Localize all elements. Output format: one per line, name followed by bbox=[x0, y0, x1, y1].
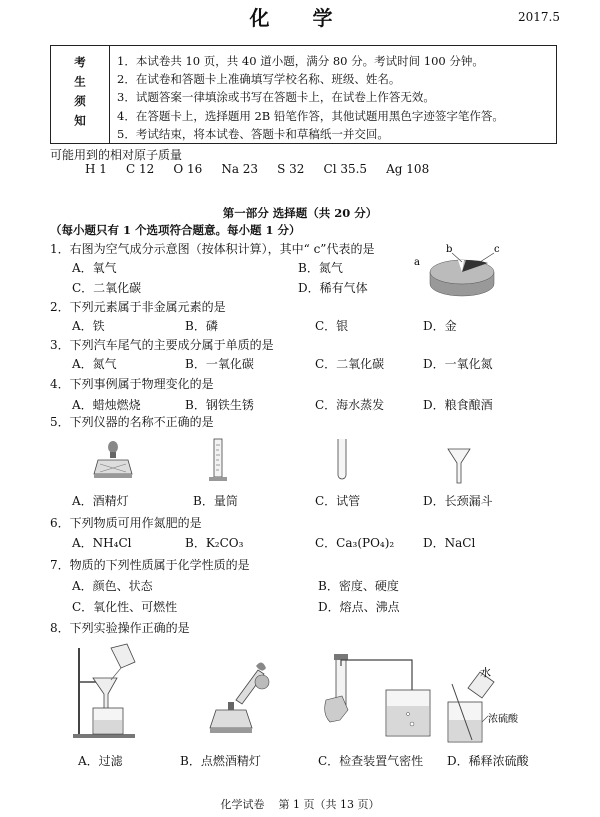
atomic-mass-heading: 可能用到的相对原子质量 bbox=[50, 148, 183, 162]
notice-box bbox=[50, 45, 557, 144]
q2-option-c: C．银 bbox=[315, 319, 349, 333]
notice-item: 5．考试结束，将本试卷、答题卡和草稿纸一并交回。 bbox=[117, 126, 389, 141]
q2-option-d: D．金 bbox=[423, 319, 457, 333]
q4-option-c: C．海水蒸发 bbox=[315, 398, 385, 412]
funnel-icon bbox=[446, 447, 472, 485]
q7-option-d: D．熔点、沸点 bbox=[318, 600, 400, 614]
q7-option-c: C．氧化性、可燃性 bbox=[72, 600, 178, 614]
q7-option-a: A．颜色、状态 bbox=[72, 579, 153, 593]
q8-stem: 8．下列实验操作正确的是 bbox=[50, 621, 190, 635]
graduated-cylinder-icon bbox=[206, 437, 230, 485]
notice-item: 4．在答题卡上，选择题用 2B 铅笔作答，其他试题用黑色字迹签字笔作答。 bbox=[117, 108, 504, 123]
test-tube-icon bbox=[334, 437, 350, 483]
water-label: 水 bbox=[480, 666, 491, 679]
pie-label-c: c bbox=[494, 244, 500, 255]
q3-option-d: D．一氧化氮 bbox=[423, 357, 493, 371]
q1-option-b: B．氮气 bbox=[298, 261, 343, 275]
q5-stem: 5．下列仪器的名称不正确的是 bbox=[50, 415, 214, 429]
q4-option-d: D．粮食酿酒 bbox=[423, 398, 493, 412]
notice-label: 考生须知 bbox=[73, 55, 87, 134]
acid-label: 浓硫酸 bbox=[488, 714, 518, 725]
notice-item: 1．本试卷共 10 页，共 40 道小题，满分 80 分。考试时间 100 分钟。 bbox=[117, 54, 484, 68]
part1-title: 第一部分 选择题（共 20 分） bbox=[222, 206, 378, 220]
q6-option-d: D．NaCl bbox=[423, 536, 476, 550]
q5-option-a: A．酒精灯 bbox=[72, 494, 129, 508]
q6-option-b: B．K₂CO₃ bbox=[185, 536, 244, 550]
lighting-alcohol-lamp-figure bbox=[196, 660, 276, 742]
alcohol-lamp-icon bbox=[88, 438, 138, 484]
airtightness-check-figure bbox=[322, 650, 440, 742]
q1-option-c: C．二氧化碳 bbox=[72, 281, 142, 295]
atomic-mass-values: H 1 C 12 O 16 Na 23 S 32 Cl 35.5 Ag 108 bbox=[85, 162, 430, 176]
diluting-sulfuric-acid-figure bbox=[444, 664, 554, 744]
q3-option-b: B．一氧化碳 bbox=[185, 357, 254, 371]
q6-option-c: C．Ca₃(PO₄)₂ bbox=[315, 536, 395, 550]
exam-date: 2017.5 bbox=[518, 10, 560, 24]
page-title: 化 学 bbox=[249, 6, 351, 30]
part1-note: （每小题只有 1 个选项符合题意。每小题 1 分） bbox=[50, 223, 301, 237]
page-footer: 化学试卷 第 1 页（共 13 页） bbox=[220, 798, 380, 811]
q8-option-b: B．点燃酒精灯 bbox=[180, 754, 261, 768]
q3-option-c: C．二氧化碳 bbox=[315, 357, 385, 371]
q3-option-a: A．氮气 bbox=[72, 357, 117, 371]
pie-label-b: b bbox=[446, 244, 453, 255]
q7-option-b: B．密度、硬度 bbox=[318, 579, 399, 593]
q1-option-d: D．稀有气体 bbox=[298, 281, 368, 295]
q2-stem: 2．下列元素属于非金属元素的是 bbox=[50, 300, 226, 314]
notice-item: 2．在试卷和答题卡上准确填写学校名称、班级、姓名。 bbox=[117, 72, 401, 87]
air-composition-pie-figure bbox=[412, 238, 507, 300]
q5-option-d: D．长颈漏斗 bbox=[423, 494, 493, 508]
q1-option-a: A．氧气 bbox=[72, 261, 117, 275]
q8-option-d: D．稀释浓硫酸 bbox=[447, 754, 529, 768]
q4-option-a: A．蜡烛燃烧 bbox=[72, 398, 141, 412]
q8-option-c: C．检查装置气密性 bbox=[318, 754, 424, 768]
q4-option-b: B．钢铁生锈 bbox=[185, 398, 254, 412]
q8-option-a: A．过滤 bbox=[78, 754, 123, 768]
q2-option-a: A．铁 bbox=[72, 319, 105, 333]
q6-option-a: A．NH₄Cl bbox=[72, 536, 132, 550]
q6-stem: 6．下列物质可用作氮肥的是 bbox=[50, 516, 202, 530]
q2-option-b: B．磷 bbox=[185, 319, 218, 333]
notice-label-cell bbox=[51, 46, 110, 143]
q5-option-c: C．试管 bbox=[315, 494, 361, 508]
q3-stem: 3．下列汽车尾气的主要成分属于单质的是 bbox=[50, 338, 274, 352]
filtration-setup-figure bbox=[65, 642, 155, 740]
notice-item: 3．试题答案一律填涂或书写在答题卡上，在试卷上作答无效。 bbox=[117, 90, 435, 105]
q1-stem: 1．右图为空气成分示意图（按体积计算），其中“ c”代表的是 bbox=[50, 242, 375, 256]
notice-list bbox=[117, 52, 504, 143]
q4-stem: 4．下列事例属于物理变化的是 bbox=[50, 377, 214, 391]
pie-label-a: a bbox=[414, 257, 420, 268]
q7-stem: 7．物质的下列性质属于化学性质的是 bbox=[50, 558, 250, 572]
q5-option-b: B．量筒 bbox=[193, 494, 238, 508]
